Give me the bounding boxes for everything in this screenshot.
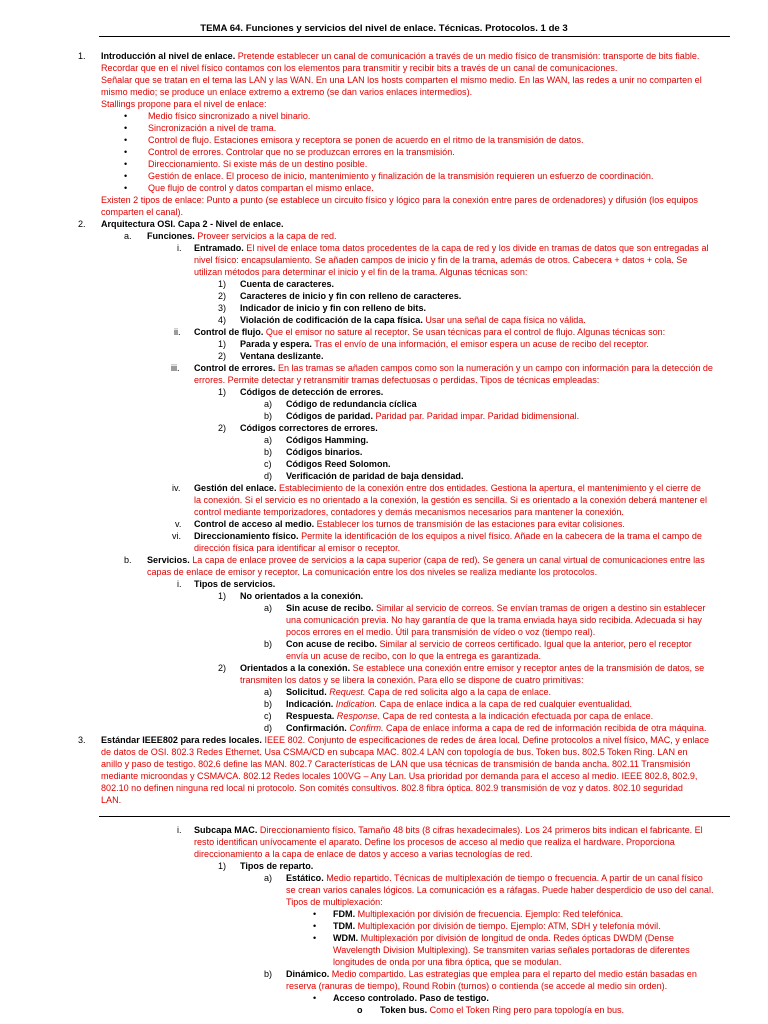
bullet-marker: • <box>124 159 128 169</box>
bold-term: Códigos Hamming. <box>286 435 369 445</box>
text-segment: Tras el envío de una información, el emisor espera un acuse de recibo del receptor. <box>311 339 649 349</box>
list-marker: 3) <box>218 303 227 313</box>
text-segment: Que flujo de control y datos compartan el mismo enlace. <box>148 183 374 193</box>
bold-term: Confirmación. <box>286 723 347 733</box>
text-segment: resto identifican unívocamente el aparato. Define los procesos de acceso al medio que realiza el hardware. Proporciona <box>194 837 675 847</box>
bold-term: Parada y espera. <box>240 339 312 349</box>
text-segment: Gestión de enlace. El proceso de inicio, mantenimiento y finalización de la transmisión requieren un esfuerzo de coordinación. <box>148 171 654 181</box>
list-marker: b) <box>264 447 273 457</box>
text-line <box>101 771 697 783</box>
text-segment: se crean varios canales lógicos. La comunicación es a ráfagas. Puede haber desperdicio de uso del canal. <box>286 885 714 895</box>
list-marker: a) <box>264 873 273 883</box>
text-line <box>333 993 489 1005</box>
text-line <box>101 735 709 747</box>
bold-term: Ventana deslizante. <box>240 351 324 361</box>
text-line <box>148 183 374 195</box>
text-segment: Permite la identificación de los equipos a nivel físico. Añade en la cabecera de la trama el campo de <box>298 531 702 541</box>
bold-term: Control de acceso al medio. <box>194 519 315 529</box>
list-marker: 2. <box>78 219 86 229</box>
text-segment: una comunicación previa. No hay garantía de que la trama enviada haya sido recibida. Adecuada si hay <box>286 615 702 625</box>
text-line <box>240 291 461 303</box>
text-line <box>194 255 687 267</box>
bold-term: Gestión del enlace. <box>194 483 277 493</box>
list-marker: 1) <box>218 387 227 397</box>
list-marker: d) <box>264 723 273 733</box>
text-line <box>240 351 323 363</box>
bold-term: Estático. <box>286 873 324 883</box>
text-line <box>286 459 391 471</box>
text-segment: Tipos de multiplexación: <box>286 897 383 907</box>
list-marker: iii. <box>171 363 180 373</box>
list-marker: vi. <box>172 531 182 541</box>
text-segment: Confirm. <box>346 723 384 733</box>
text-segment: nivel físico: encapsulamiento. Se añaden campos de inicio y fin de la trama, además de otros. Cabecera + datos + cola. Se <box>194 255 688 265</box>
bold-term: Cuenta de caracteres. <box>240 279 335 289</box>
text-line <box>240 663 704 675</box>
text-line <box>286 897 383 909</box>
text-segment: Proveer servicios a la capa de red. <box>194 231 337 241</box>
text-segment: Medio compartido. Las estrategias que emplea para el reparto del medio están basadas en <box>329 969 697 979</box>
text-segment: Multiplexación por división de tiempo. Ejemplo: ATM, SDH y telefonía móvil. <box>355 921 661 931</box>
text-line <box>240 675 583 687</box>
text-line <box>148 111 310 123</box>
text-line <box>286 603 705 615</box>
bold-term: Funciones. <box>147 231 195 241</box>
text-segment: Capa de red contesta a la indicación efectuada por capa de enlace. <box>380 711 654 721</box>
bullet-marker: • <box>313 909 317 919</box>
list-marker: ii. <box>174 327 181 337</box>
bold-term: Acceso controlado. Paso de testigo. <box>333 993 489 1003</box>
bold-term: Control de errores. <box>194 363 276 373</box>
text-line <box>286 873 703 885</box>
text-segment: Capa de enlace informa a capa de red de información recibida de otra máquina. <box>383 723 707 733</box>
text-segment: Paridad par. Paridad impar. Paridad bidimensional. <box>372 411 580 421</box>
text-line <box>194 531 702 543</box>
text-line <box>333 945 690 957</box>
text-segment: control mediante temporizadores, contadores y demás mecanismos necesarios para mantener la conexión. <box>194 507 624 517</box>
list-marker: c) <box>264 459 272 469</box>
bold-term: Servicios. <box>147 555 190 565</box>
bold-term: Tipos de servicios. <box>194 579 276 589</box>
text-segment: Recordar que en el nivel físico contamos con los elementos para transmitir y recibir bits a través de un canal de comunicaciones. <box>101 63 618 73</box>
text-line <box>194 483 701 495</box>
bold-term: Respuesta. <box>286 711 335 721</box>
text-segment: la conexión. Si el servicio es no orientado a la conexión, la gestión es sencilla. Si es orientado a la conexión deberá mantener el <box>194 495 707 505</box>
list-marker: a. <box>124 231 132 241</box>
bold-term: Dinámico. <box>286 969 330 979</box>
text-segment: capas de enlace de emisor y receptor. La comunicación entre los dos niveles se realiza mediante los protocolos. <box>147 567 598 577</box>
bullet-marker: • <box>124 183 128 193</box>
list-marker: 2) <box>218 423 227 433</box>
text-segment: LAN. <box>101 795 122 805</box>
bold-term: Códigos de paridad. <box>286 411 373 421</box>
text-line <box>286 699 632 711</box>
text-segment: Wavelength Division Multiplexing). Se transmiten varias señales portadoras de diferentes <box>333 945 690 955</box>
text-segment: Direccionamiento físico. Tamaño 48 bits (8 cifras hexadecimales). Los 24 primeros bits indican el fabricante. El <box>257 825 703 835</box>
bold-term: TDM. <box>333 921 356 931</box>
text-segment: Multiplexación por división de longitud de onda. Redes ópticas DWDM (Dense <box>358 933 674 943</box>
bullet-marker: o <box>357 1005 363 1015</box>
bold-term: Entramado. <box>194 243 244 253</box>
bullet-marker: • <box>313 993 317 1003</box>
list-marker: 2) <box>218 351 227 361</box>
bold-term: Token bus. <box>380 1005 428 1015</box>
text-line <box>194 849 532 861</box>
text-line <box>240 591 363 603</box>
list-marker: a) <box>264 603 273 613</box>
bold-term: Con acuse de recibo. <box>286 639 377 649</box>
text-line <box>101 795 121 807</box>
text-segment: Multiplexación por división de frecuencia. Ejemplo: Red telefónica. <box>355 909 624 919</box>
text-segment: Sincronización a nivel de trama. <box>148 123 277 133</box>
list-marker: b) <box>264 699 273 709</box>
text-segment: Señalar que se tratan en el tema las LAN y las WAN. En una LAN los hosts comparten el mismo medio. En las WAN, las redes a unir no comparten el <box>101 75 702 85</box>
text-segment: envía un acuse de recibo, con lo que la entrega es garantizada. <box>286 651 541 661</box>
text-line <box>286 651 541 663</box>
text-line <box>101 63 617 75</box>
text-segment: Similar al servicio de correos. Se envían tramas de origen a destino sin establecer <box>373 603 706 613</box>
text-segment: Establecimiento de la conexión entre dos entidades. Gestiona la apertura, el mantenimiento y el cierre de <box>276 483 701 493</box>
text-segment: 802.10 no definen ninguna red local ni protocolo. Son comités consultivos. 802.8 fibra óptica. 802.9 transmisión de voz y datos. 802.10 seguridad <box>101 783 683 793</box>
text-line <box>194 375 599 387</box>
text-line <box>147 555 705 567</box>
bullet-marker: • <box>124 135 128 145</box>
text-line <box>147 231 337 243</box>
text-segment: anillo y paso de testigo. 802.6 define las MAN. 802.7 Características de LAN que usa técnicas de transmisión de banda ancha. 802.11 Transmisión <box>101 759 691 769</box>
list-marker: 1) <box>218 591 227 601</box>
text-segment: Establecer los turnos de transmisión de las estaciones para evitar colisiones. <box>314 519 625 529</box>
text-segment: Pretende establecer un canal de comunicación a través de un medio físico de transmisión: transporte de bits fiable. <box>235 51 700 61</box>
text-line <box>101 51 699 63</box>
bold-term: Código de redundancia cíclica <box>286 399 417 409</box>
text-line <box>286 399 417 411</box>
bold-term: Estándar IEEE802 para redes locales. <box>101 735 262 745</box>
list-marker: b) <box>264 969 273 979</box>
list-marker: 4) <box>218 315 227 325</box>
list-marker: i. <box>177 579 182 589</box>
text-line <box>194 363 713 375</box>
text-segment: mismo medio; se produce un enlace extremo a extremo (se dan varios enlaces intermedios). <box>101 87 473 97</box>
text-line <box>194 495 707 507</box>
text-segment: Capa de enlace indica a la capa de red cualquier eventualidad. <box>377 699 633 709</box>
text-line <box>194 327 665 339</box>
bold-term: Códigos correctores de errores. <box>240 423 378 433</box>
text-line <box>194 825 703 837</box>
text-segment: Request. <box>326 687 366 697</box>
bold-term: Indicación. <box>286 699 334 709</box>
text-line <box>194 267 527 279</box>
list-marker: 1. <box>78 51 86 61</box>
text-line <box>101 87 472 99</box>
text-segment: Stallings propone para el nivel de enlace: <box>101 99 267 109</box>
list-marker: 2) <box>218 291 227 301</box>
text-line <box>101 219 284 231</box>
text-segment: longitudes de onda por una fibra óptica, que se modulan. <box>333 957 562 967</box>
bold-term: FDM. <box>333 909 356 919</box>
list-marker: 1) <box>218 279 227 289</box>
text-line <box>101 99 266 111</box>
text-segment: de datos de OSI. 802.3 Redes Ethernet. Usa CSMA/CD en subcapa MAC. 802.4 LAN con topología de bus. Token bus. 802.5 Token Ring. LAN en <box>101 747 688 757</box>
text-segment: En las tramas se añaden campos como son la numeración y un campo con información para la detección de <box>275 363 713 373</box>
text-line <box>240 315 586 327</box>
list-marker: a) <box>264 435 273 445</box>
text-segment: Direccionamiento. Si existe más de un destino posible. <box>148 159 368 169</box>
bold-term: Solicitud. <box>286 687 327 697</box>
text-line <box>194 519 625 531</box>
text-segment: pocos errores en el medio. Útil para transmisión de vídeo o voz (tiempo real). <box>286 627 596 637</box>
text-line <box>101 195 698 207</box>
text-line <box>101 759 690 771</box>
text-line <box>194 543 400 555</box>
list-marker: d) <box>264 471 273 481</box>
text-segment: Medio repartido. Técnicas de multiplexación de tiempo o frecuencia. A partir de un canal físico <box>323 873 703 883</box>
text-line <box>148 147 455 159</box>
text-segment: utilizan métodos para determinar el inicio y el fin de la trama. Algunas técnicas son: <box>194 267 528 277</box>
text-segment: IEEE 802. Conjunto de especificaciones de redes de área local. Define protocolos a nivel físico, MAC, y enlace <box>261 735 710 745</box>
text-line <box>148 135 584 147</box>
bold-term: Verificación de paridad de baja densidad. <box>286 471 464 481</box>
text-line <box>147 567 597 579</box>
text-line <box>286 627 595 639</box>
text-line <box>240 423 378 435</box>
text-line <box>194 837 675 849</box>
text-segment: Medio físico sincronizado a nivel binario. <box>148 111 311 121</box>
text-line <box>240 861 313 873</box>
text-line <box>286 639 692 651</box>
text-line <box>286 471 463 483</box>
bold-term: Orientados a la conexión. <box>240 663 351 673</box>
text-line <box>333 921 661 933</box>
text-segment: direccionamiento a la capa de enlace de datos y acceso a varias tecnologías de red. <box>194 849 533 859</box>
bullet-marker: • <box>124 111 128 121</box>
bold-term: Caracteres de inicio y fin con relleno de caracteres. <box>240 291 462 301</box>
list-marker: b. <box>124 555 132 565</box>
list-marker: a) <box>264 687 273 697</box>
bold-term: Sin acuse de recibo. <box>286 603 374 613</box>
list-marker: iv. <box>172 483 181 493</box>
text-line <box>286 411 579 423</box>
bold-term: Violación de codificación de la capa física. <box>240 315 423 325</box>
list-marker: 3. <box>78 735 86 745</box>
text-segment: reserva (ranuras de tiempo), Round Robin (turnos) o contienda (se accede al medio sin orden). <box>286 981 668 991</box>
bold-term: Subcapa MAC. <box>194 825 258 835</box>
list-marker: 2) <box>218 663 227 673</box>
bold-term: Códigos Reed Solomon. <box>286 459 391 469</box>
bold-term: WDM. <box>333 933 359 943</box>
text-line <box>286 687 551 699</box>
list-marker: 1) <box>218 339 227 349</box>
bold-term: Direccionamiento físico. <box>194 531 299 541</box>
text-line <box>240 303 426 315</box>
text-line <box>148 159 367 171</box>
text-segment: El nivel de enlace toma datos procedentes de la capa de red y los divide en tramas de datos que son entregadas al <box>243 243 709 253</box>
text-line <box>240 339 649 351</box>
bullet-marker: • <box>313 933 317 943</box>
text-line <box>148 171 653 183</box>
text-line <box>286 615 702 627</box>
list-marker: b) <box>264 411 273 421</box>
text-segment: La capa de enlace provee de servicios a la capa superior (capa de red). Se genera un canal virtual de comunicaciones entre las <box>189 555 705 565</box>
text-line <box>101 783 683 795</box>
text-line <box>286 447 362 459</box>
text-line <box>286 435 368 447</box>
text-segment: Como el Token Ring pero para topología en bus. <box>427 1005 625 1015</box>
section-rule <box>99 816 730 817</box>
text-line <box>286 711 653 723</box>
page-header: TEMA 64. Funciones y servicios del nivel de enlace. Técnicas. Protocolos. 1 de 3 <box>200 23 568 34</box>
text-line <box>194 243 709 255</box>
text-segment: Control de errores. Controlar que no se produzcan errores en la transmisión. <box>148 147 455 157</box>
text-line <box>286 969 697 981</box>
text-line <box>286 981 667 993</box>
bullet-marker: • <box>313 921 317 931</box>
text-segment: Usar una señal de capa física no válida. <box>422 315 586 325</box>
bold-term: Tipos de reparto. <box>240 861 314 871</box>
list-marker: c) <box>264 711 272 721</box>
text-line <box>333 933 674 945</box>
text-segment: Control de flujo. Estaciones emisora y receptora se ponen de acuerdo en el ritmo de la transmisión de datos. <box>148 135 584 145</box>
bold-term: No orientados a la conexión. <box>240 591 364 601</box>
list-marker: i. <box>177 243 182 253</box>
text-segment: mediante microondas y CSMA/CA. 802.12 Redes locales 100VG – Any Lan. Usa prioridad por demanda para el acceso al medio. IEEE 802.8, 802.9, <box>101 771 698 781</box>
header-rule <box>99 36 730 37</box>
text-line <box>194 507 624 519</box>
text-line <box>333 909 623 921</box>
bullet-marker: • <box>124 123 128 133</box>
list-marker: b) <box>264 639 273 649</box>
bold-term: Arquitectura OSI. Capa 2 - Nivel de enlace. <box>101 219 284 229</box>
text-line <box>286 723 706 735</box>
list-marker: v. <box>175 519 182 529</box>
text-line <box>101 747 688 759</box>
list-marker: 1) <box>218 861 227 871</box>
text-segment: Indication. <box>333 699 378 709</box>
bold-term: Códigos de detección de errores. <box>240 387 384 397</box>
text-line <box>101 207 183 219</box>
text-line <box>380 1005 624 1017</box>
text-segment: errores. Permite detectar y retransmitir tramas defectuosas o perdidas. Tipos de técnicas empleadas: <box>194 375 600 385</box>
text-segment: Similar al servicio de correos certificado. Igual que la anterior, pero el receptor <box>377 639 692 649</box>
text-line <box>286 885 713 897</box>
text-segment: Capa de red solicita algo a la capa de enlace. <box>365 687 552 697</box>
bold-term: Códigos binarios. <box>286 447 363 457</box>
list-marker: i. <box>177 825 182 835</box>
list-marker: a) <box>264 399 273 409</box>
text-segment: Que el emisor no sature al receptor. Se usan técnicas para el control de flujo. Algunas técnicas son: <box>263 327 666 337</box>
text-segment: Existen 2 tipos de enlace: Punto a punto (se establece un circuito físico y lógico para la conexión entre pares de ordenadores) y difusión (los equipos <box>101 195 698 205</box>
bold-term: Control de flujo. <box>194 327 264 337</box>
text-line <box>148 123 276 135</box>
text-segment: Response. <box>334 711 381 721</box>
text-line <box>333 957 561 969</box>
text-segment: dirección física para identificar al emisor o receptor. <box>194 543 401 553</box>
text-segment: comparten el canal). <box>101 207 183 217</box>
text-line <box>194 579 275 591</box>
bold-term: Introducción al nivel de enlace. <box>101 51 236 61</box>
bullet-marker: • <box>124 171 128 181</box>
text-line <box>101 75 702 87</box>
bold-term: Indicador de inicio y fin con relleno de bits. <box>240 303 426 313</box>
text-segment: transmiten los datos y se libera la conexión. Para ello se dispone de cuatro primitivas: <box>240 675 584 685</box>
text-line <box>240 387 383 399</box>
bullet-marker: • <box>124 147 128 157</box>
text-line <box>240 279 334 291</box>
text-segment: Se establece una conexión entre emisor y receptor antes de la transmisión de datos, se <box>350 663 705 673</box>
